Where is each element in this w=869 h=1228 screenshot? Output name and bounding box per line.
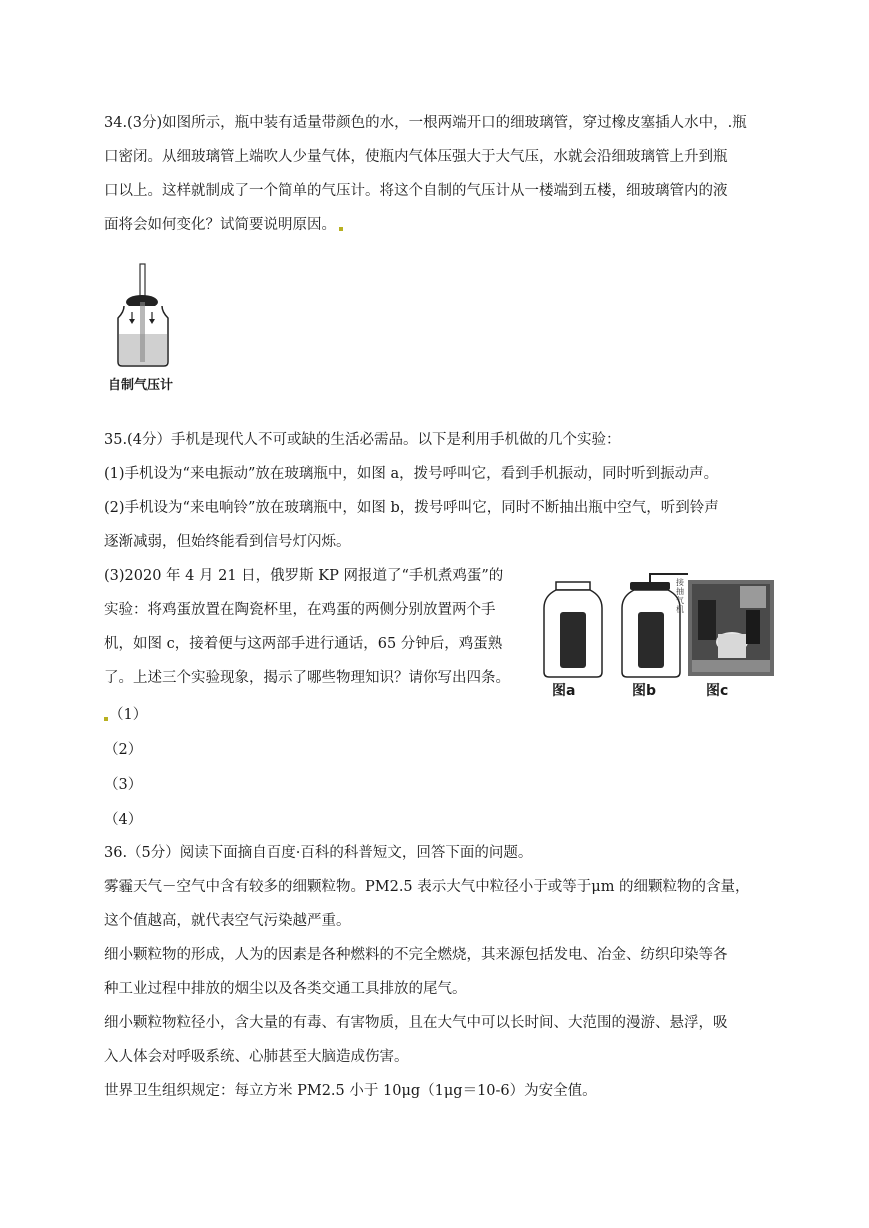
q35-wrap-line-2: 实验：将鸡蛋放置在陶瓷杯里，在鸡蛋的两侧分别放置两个手	[104, 602, 496, 618]
q35-wrap-line-3: 机，如图 c，接着便与这两部手进行通话，65 分钟后，鸡蛋熟	[104, 636, 503, 652]
figure-c-photo	[688, 580, 774, 676]
q34-line-2: 口密闭。从细玻璃管上端吹人少量气体，使瓶内气体压强大于大气压，水就会沿细玻璃管上升到瓶	[104, 149, 728, 165]
barometer-figure	[104, 262, 184, 392]
q36-line-7: 入人体会对呼吸系统、心肺甚至大脑造成伤害。	[104, 1049, 409, 1065]
pump-label: 接抽气机	[676, 578, 684, 614]
q35-answer-3: （3）	[104, 777, 143, 793]
q36-line-5: 种工业过程中排放的烟尘以及各类交通工具排放的尾气。	[104, 981, 467, 997]
q34-line-4: 面将会如何变化？试简要说明原因。	[104, 215, 343, 235]
q34-line-3: 口以上。这样就制成了一个简单的气压计。将这个自制的气压计从一楼端到五楼，细玻璃管内的液	[104, 183, 728, 199]
q36-line-8: 世界卫生组织规定：每立方米 PM2.5 小于 10μg（1μg＝10-6）为安全值。	[104, 1083, 597, 1099]
figure-b-caption: 图b	[632, 683, 657, 699]
figure-c-caption: 图c	[706, 683, 729, 699]
q36-line-3: 这个值越高，就代表空气污染越严重。	[104, 913, 351, 929]
mark-dot	[104, 717, 108, 721]
q35-wrap-line-1: (3)2020 年 4 月 21 日，俄罗斯 KP 网报道了“手机煮鸡蛋”的	[104, 568, 504, 584]
figure-a-jar	[538, 580, 608, 680]
q35-line-1: 35.(4分）手机是现代人不可或缺的生活必需品。以下是利用手机做的几个实验：	[104, 432, 621, 448]
q36-line-1: 36.（5分）阅读下面摘自百度·百科的科普短文，回答下面的问题。	[104, 845, 533, 861]
q35-answer-4: （4）	[104, 812, 143, 828]
q35-wrap-line-4: 了。上述三个实验现象，揭示了哪些物理知识？请你写出四条。	[104, 670, 510, 686]
mark-dot	[339, 227, 343, 231]
q34-line-1: 34.(3分)如图所示，瓶中装有适量带颜色的水，一根两端开口的细玻璃管，穿过橡皮塞插人水中，.瓶	[104, 115, 747, 131]
q36-line-4: 细小颗粒物的形成，人为的因素是各种燃料的不完全燃烧，其来源包括发电、冶金、纺织印染等各	[104, 947, 728, 963]
figure-a-caption: 图a	[552, 683, 576, 699]
barometer-caption: 自制气压计	[108, 378, 174, 393]
q36-line-2: 雾霾天气－空气中含有较多的细颗粒物。PM2.5 表示大气中粒径小于或等于μm 的细颗粒物的含量，	[104, 879, 750, 895]
q35-line-3: (2)手机设为“来电响铃”放在玻璃瓶中，如图 b，拨号呼叫它，同时不断抽出瓶中空气，听到铃声	[104, 500, 719, 516]
q36-line-6: 细小颗粒物粒径小，含大量的有毒、有害物质，且在大气中可以长时间、大范围的漫游、悬浮，吸	[104, 1015, 728, 1031]
q35-line-2: (1)手机设为“来电振动”放在玻璃瓶中，如图 a，拨号呼叫它，看到手机振动，同时听到振动声。	[104, 466, 719, 482]
q35-answer-1: （1）	[104, 705, 147, 725]
barometer-drawing	[104, 262, 184, 372]
q35-answer-2: （2）	[104, 742, 143, 758]
phone-figures	[538, 572, 778, 700]
q35-line-4: 逐渐减弱，但始终能看到信号灯闪烁。	[104, 534, 351, 550]
